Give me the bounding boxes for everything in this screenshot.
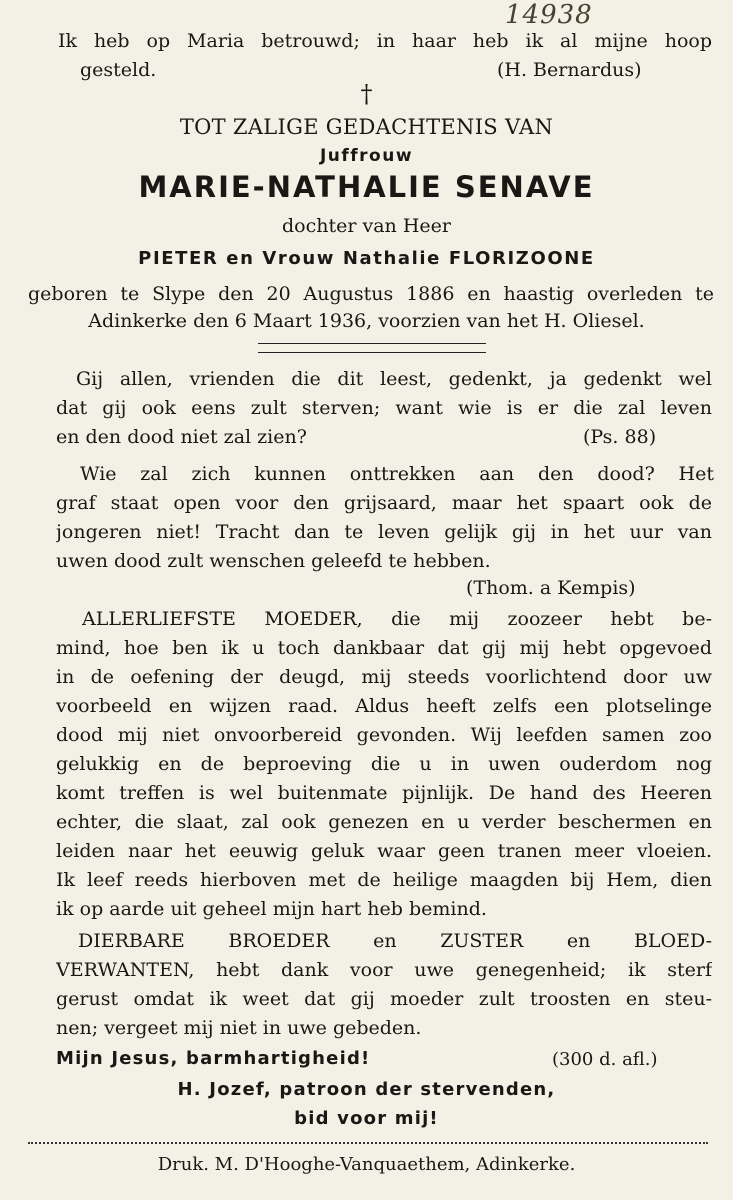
indulgence-note: (300 d. afl.): [552, 1049, 658, 1070]
paragraph-3-line-7: komt treffen is wel buitenmate pijnlijk. De hand des Heeren: [56, 782, 712, 804]
deceased-name: MARIE-NATHALIE SENAVE: [138, 170, 595, 204]
printer-credit: Druk. M. D'Hooghe-Vanquaethem, Adinkerke.: [157, 1154, 576, 1175]
psalm-reference: (Ps. 88): [583, 426, 657, 448]
footer-divider: [28, 1142, 708, 1144]
parents-names: PIETER en Vrouw Nathalie FLORIZOONE: [138, 248, 595, 269]
prayer-jesus: Mijn Jesus, barmhartigheid!: [56, 1048, 371, 1069]
divider-bottom: [258, 352, 486, 353]
cross-icon: †: [360, 80, 373, 108]
paragraph-3-line-6: gelukkig en de beproeving die u in uwen ouderdom nog: [56, 753, 712, 775]
paragraph-3-line-8: echter, die slaat, zal ook genezen en u verder beschermen en: [56, 811, 712, 833]
divider-top: [258, 343, 486, 344]
prayer-jozef: H. Jozef, patroon der stervenden,: [177, 1079, 556, 1100]
paragraph-1-line-1: Gij allen, vrienden die dit leest, gedenkt, ja gedenkt wel: [76, 368, 712, 390]
motto-line-1: Ik heb op Maria betrouwd; in haar heb ik al mijne hoop: [58, 30, 712, 52]
paragraph-3-line-2: mind, hoe ben ik u toch dankbaar dat gij mij hebt opgevoed: [56, 637, 712, 659]
paragraph-2-line-1: Wie zal zich kunnen onttrekken aan den dood? Het: [80, 463, 714, 485]
daughter-of: dochter van Heer: [282, 215, 451, 237]
paragraph-2-line-2: graf staat open voor den grijsaard, maar het spaart ook de: [56, 492, 712, 514]
handwritten-number: 14938: [505, 0, 593, 30]
paragraph-3-line-5: dood mij niet onvoorbereid gevonden. Wij leefden samen zoo: [56, 724, 712, 746]
paragraph-3-line-10: Ik leef reeds hierboven met de heilige maagden bij Hem, dien: [56, 869, 712, 891]
motto-line-2: gesteld.: [80, 59, 157, 81]
honorific: Juffrouw: [319, 146, 414, 166]
paragraph-4-line-3: gerust omdat ik weet dat gij moeder zult troosten en steu-: [56, 988, 712, 1010]
paragraph-3-line-1: ALLERLIEFSTE MOEDER, die mij zoozeer hebt be-: [82, 608, 712, 630]
motto-attribution: (H. Bernardus): [497, 59, 642, 81]
paragraph-4-line-1: DIERBARE BROEDER en ZUSTER en BLOED-: [78, 930, 712, 952]
paragraph-1-line-2: dat gij ook eens zult sterven; want wie is er die zal leven: [56, 397, 712, 419]
memorial-heading: TOT ZALIGE GEDACHTENIS VAN: [179, 115, 554, 139]
paragraph-4-line-2: VERWANTEN, hebt dank voor uwe genegenheid; ik sterf: [56, 959, 712, 981]
paragraph-3-line-4: voorbeeld en wijzen raad. Aldus heeft zelfs een plotselinge: [56, 695, 712, 717]
birth-death-line-1: geboren te Slype den 20 Augustus 1886 en haastig overleden te: [28, 283, 714, 305]
paragraph-3-line-11: ik op aarde uit geheel mijn hart heb bemind.: [56, 898, 487, 920]
paragraph-4-line-4: nen; vergeet mij niet in uwe gebeden.: [56, 1017, 422, 1039]
kempis-reference: (Thom. a Kempis): [466, 577, 636, 599]
paragraph-3-line-3: in de oefening der deugd, mij steeds voorlichtend door uw: [56, 666, 712, 688]
prayer-bid: bid voor mij!: [294, 1108, 439, 1129]
paragraph-3-line-9: leiden naar het eeuwig geluk waar geen tranen meer vloeien.: [56, 840, 712, 862]
birth-death-line-2: Adinkerke den 6 Maart 1936, voorzien van het H. Oliesel.: [88, 310, 645, 332]
paragraph-1-line-3: en den dood niet zal zien?: [56, 426, 307, 448]
paragraph-2-line-3: jongeren niet! Tracht dan te leven gelijk gij in het uur van: [56, 521, 712, 543]
paragraph-2-line-4: uwen dood zult wenschen geleefd te hebben.: [56, 550, 491, 572]
